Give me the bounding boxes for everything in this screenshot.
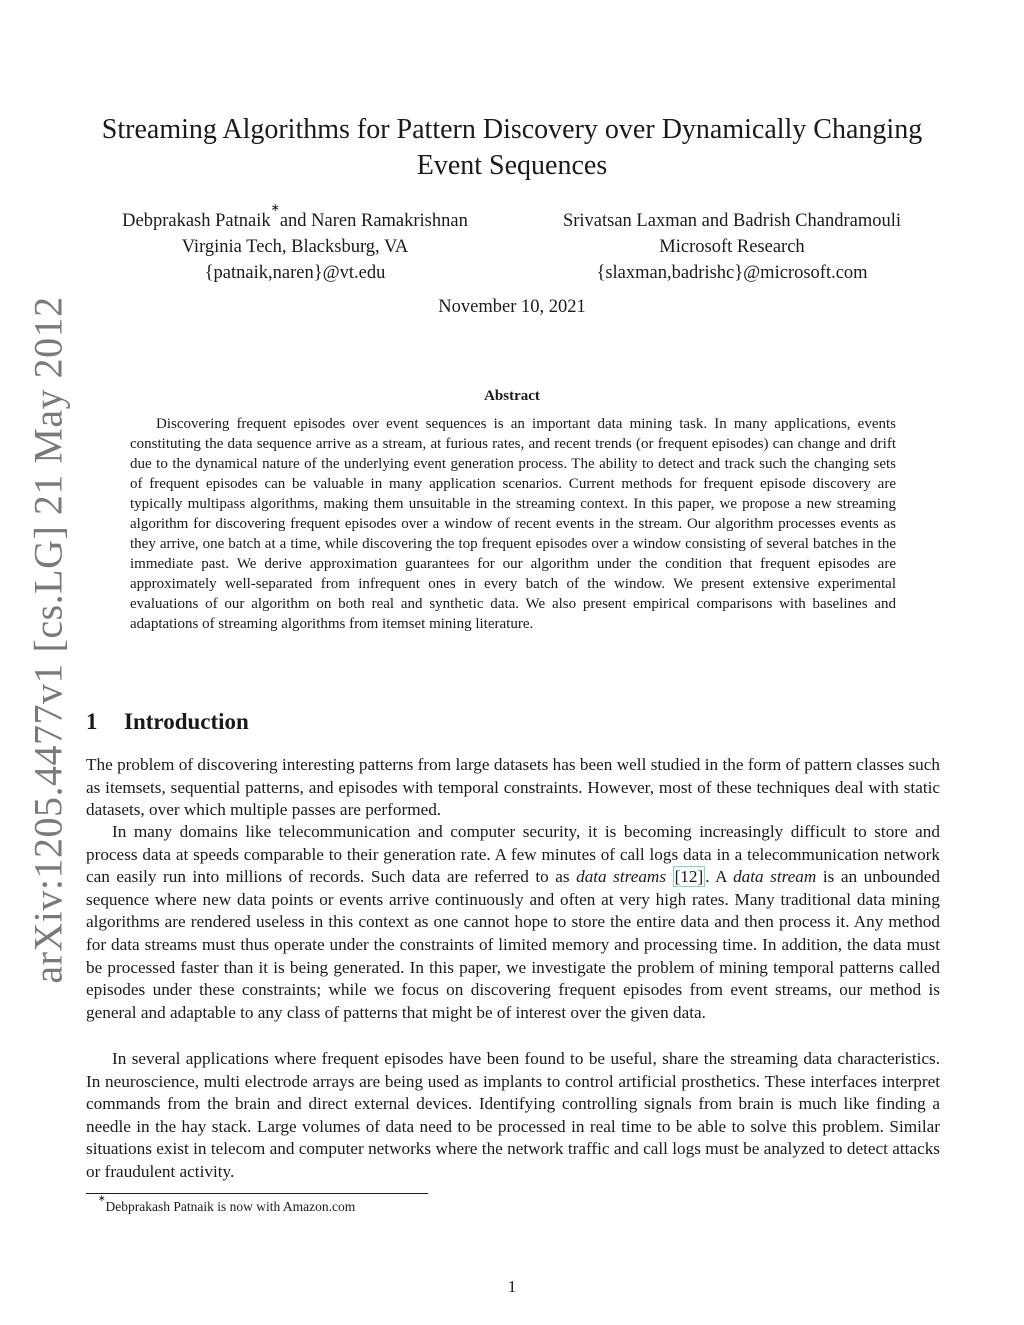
footnote-divider [86, 1193, 428, 1194]
paragraph-2-part-a: In many domains like telecommunication and computer security, it is becoming increasingly difficult to store and process data at speeds comparable to their generation rate. A few minutes of call logs data in a telecommunication network can easily run into millions of records. Such data are referred to as [86, 822, 940, 887]
paragraph-2-space [666, 867, 673, 886]
paragraph-3: In several applications where frequent episodes have been found to be useful, share the streaming data characteristics. In neuroscience, multi electrode arrays are being used as implants to control artificial prosthetics. These interfaces interpret commands from the brain and direct external devices. Identifying controlling signals from brain is much like finding a needle in the hay stack. Large volumes of data need to be processed in real time to be able to solve this problem. Similar situations exist in telecom and computer networks where the network traffic and call logs must be analyzed to detect attacks or fraudulent activity. [86, 1049, 940, 1181]
arxiv-identifier: arXiv:1205.4477v1 [cs.LG] 21 May 2012 [25, 296, 71, 984]
author-names-left [84, 202, 506, 234]
section-heading [86, 706, 249, 738]
author-names-right: Srivatsan Laxman and Badrish Chandramouli [562, 211, 902, 231]
affiliation-right: Microsoft Research [659, 237, 805, 257]
author-name-patnaik: Debprakash Patnaik [122, 211, 271, 231]
email-left: {patnaik,naren}@vt.edu [204, 263, 386, 283]
footnote-marker: ∗ [98, 1193, 106, 1203]
email-right: {slaxman,badrishc}@microsoft.com [596, 263, 868, 283]
footnote-mark: ∗ [270, 202, 280, 214]
paragraph-2-part-b: . A [705, 867, 734, 887]
page-number: 1 [507, 1277, 517, 1296]
section-number: 1 [86, 709, 98, 734]
footnote [98, 1193, 356, 1216]
paper-date: November 10, 2021 [438, 297, 586, 317]
author-block-right [518, 208, 946, 286]
affiliation-left: Virginia Tech, Blacksburg, VA [181, 237, 409, 257]
term-data-streams: data streams [576, 867, 667, 887]
paragraph-2 [86, 821, 940, 1024]
section-title: Introduction [124, 709, 249, 734]
paper-title: Streaming Algorithms for Pattern Discovery over Dynamically Changing Event Sequences [101, 114, 923, 181]
abstract-heading: Abstract [484, 388, 540, 404]
term-data-stream: data stream [733, 867, 817, 887]
footnote-text: Debprakash Patnaik is now with Amazon.com [105, 1199, 356, 1214]
author-name-ramakrishnan: and Naren Ramakrishnan [279, 211, 468, 231]
citation-link[interactable]: [12] [674, 867, 704, 887]
paragraph-2-part-c: is an unbounded sequence where new data points or events arrive continuously and often at very high rates. Many traditional data mining algorithms are rendered useless in this context as one cannot hope to store the entire data and then process it. Any method for data streams must thus operate under the constraints of limited memory and processing time. In addition, the data must be processed faster than it is being generated. In this paper, we investigate the problem of mining temporal patterns called episodes under these constraints; while we focus on discovering frequent episodes from event streams, our method is general and adaptable to any class of patterns that might be of interest over the given data. [86, 867, 940, 1022]
paragraph-1: The problem of discovering interesting patterns from large datasets has been well studied in the form of pattern classes such as itemsets, sequential patterns, and episodes with temporal constraints. However, most of these techniques deal with static datasets, over which multiple passes are performed. [86, 755, 940, 820]
author-block-left [84, 202, 506, 286]
abstract-text: Discovering frequent episodes over event sequences is an important data mining task. In many applications, events constituting the data sequence arrive as a stream, at furious rates, and recent trends (or frequent episodes) can change and drift due to the dynamical nature of the underlying event generation process. The ability to detect and track such the changing sets of frequent episodes can be valuable in many application scenarios. Current methods for frequent episode discovery are typically multipass algorithms, making them unsuitable in the streaming context. In this paper, we propose a new streaming algorithm for discovering frequent episodes over a window of recent events in the stream. Our algorithm processes events as they arrive, one batch at a time, while discovering the top frequent episodes over a window consisting of several batches in the immediate past. We derive approximation guarantees for our algorithm under the condition that frequent episodes are approximately well-separated from infrequent ones in every batch of the window. We present extensive experimental evaluations of our algorithm on both real and synthetic data. We also present empirical comparisons with baselines and adaptations of streaming algorithms from itemset mining literature. [130, 416, 896, 632]
